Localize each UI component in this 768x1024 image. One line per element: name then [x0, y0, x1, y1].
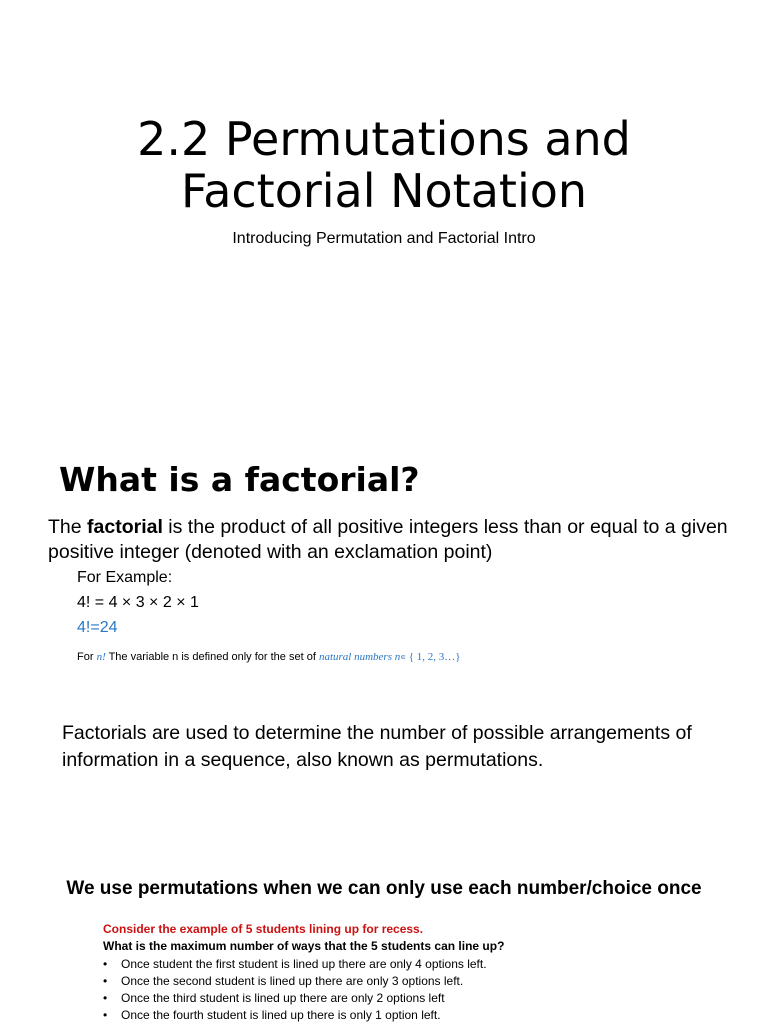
list-item-text: Once student the first student is lined up there are only 4 options left.: [121, 957, 487, 971]
factorial-definition: [48, 515, 738, 565]
bullet-icon: •: [103, 957, 108, 971]
slide-title: [0, 113, 768, 217]
natural-numbers-note: [77, 651, 461, 663]
example-result: 4!=24: [77, 619, 118, 636]
example-equation: 4! = 4 × 3 × 2 × 1: [77, 594, 199, 611]
slide-subtitle: Introducing Permutation and Factorial Intro: [232, 230, 536, 247]
note-prefix: For: [77, 651, 97, 663]
example-label: For Example:: [77, 569, 173, 586]
permutations-slide: [0, 840, 768, 1024]
note-set: { 1, 2, 3…}: [405, 651, 461, 663]
note-set-symbol: ∊: [400, 652, 406, 662]
list-item-text: Once the second student is lined up there are only 3 options left.: [121, 974, 464, 988]
permutations-paragraph: Factorials are used to determine the number of possible arrangements of information in a sequence, also known as permutations.: [62, 722, 692, 771]
definition-bold-term: factorial: [87, 516, 163, 538]
example-question: What is the maximum number of ways that the 5 students can line up?: [103, 939, 505, 953]
bullet-list: [103, 956, 487, 1024]
note-n-factorial: n!: [96, 651, 106, 663]
definition-prefix: The: [48, 516, 88, 538]
note-mid: The variable n is defined only for the set of: [105, 651, 319, 663]
note-natural-numbers: natural numbers n: [318, 651, 401, 663]
bullet-icon: •: [103, 974, 108, 988]
slide-title-line-2: Factorial Notation: [180, 164, 588, 218]
list-item-text: Once the third student is lined up there are only 2 options left: [121, 991, 445, 1005]
slide-title-line-1: 2.2 Permutations and: [137, 112, 631, 166]
list-item: [103, 973, 487, 990]
factorial-heading: What is a factorial?: [59, 460, 420, 499]
permutations-heading: We use permutations when we can only use each number/choice once: [66, 878, 702, 899]
list-item: [103, 990, 487, 1007]
bullet-icon: •: [103, 1008, 108, 1022]
example-intro: Consider the example of 5 students lining up for recess.: [103, 922, 424, 936]
list-item: [103, 1007, 487, 1024]
definition-rest: is the product of all positive integers less than or equal to a given positive integer (denoted with an exclamation point): [48, 516, 728, 563]
title-slide: [0, 0, 768, 440]
bullet-icon: •: [103, 991, 108, 1005]
list-item: [103, 956, 487, 973]
factorial-slide: [0, 440, 768, 840]
list-item-text: Once the fourth student is lined up there is only 1 option left.: [121, 1008, 441, 1022]
